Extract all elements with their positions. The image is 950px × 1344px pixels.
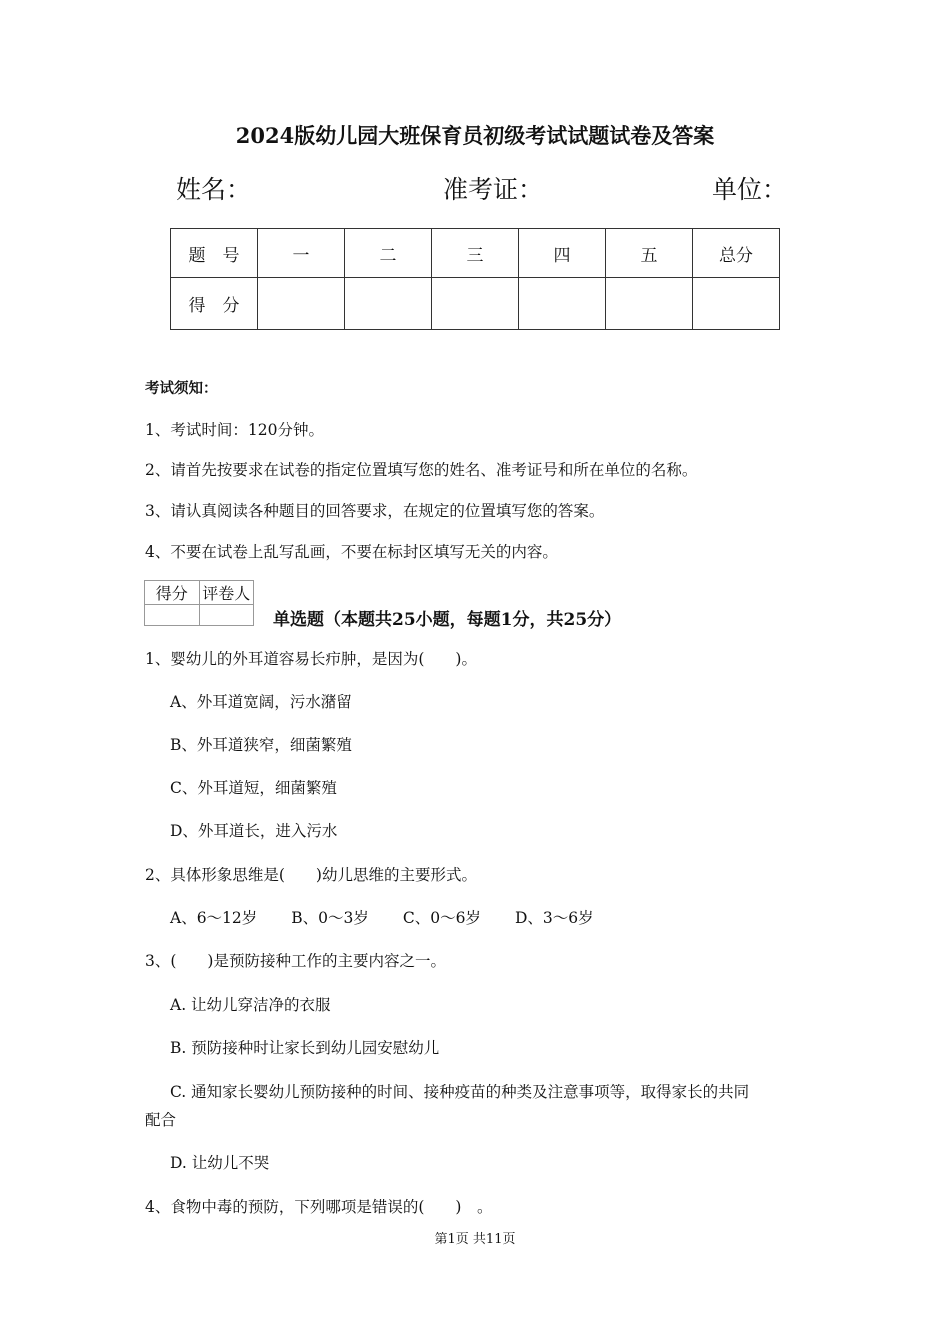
grader-box [144,580,254,626]
score-cell[interactable] [693,278,780,330]
header-cell: 五 [606,229,693,278]
score-cell[interactable] [519,278,606,330]
question-stem: 1、婴幼儿的外耳道容易长疖肿，是因为( )。 [145,650,477,668]
question-stem: 4、食物中毒的预防，下列哪项是错误的( ) 。 [145,1198,493,1216]
score-table-score-row [171,278,780,330]
question-option: C. 通知家长婴幼儿预防接种的时间、接种疫苗的种类及注意事项等，取得家长的共同 [170,1083,750,1101]
ticket-field-label: 准考证： [443,175,544,204]
score-cell[interactable] [606,278,693,330]
name-field-label: 姓名： [176,175,252,204]
score-cell[interactable] [432,278,519,330]
score-table-header-row [171,229,780,278]
document-title: 2024版幼儿园大班保育员初级考试试题试卷及答案 [235,123,715,148]
notice-item: 4、不要在试卷上乱写乱画，不要在标封区填写无关的内容。 [145,543,558,561]
grader-name-cell[interactable] [199,605,254,626]
question-stem: 2、具体形象思维是( )幼儿思维的主要形式。 [145,866,477,884]
unit-field-label: 单位： [712,175,788,204]
grader-score-label: 得分 [145,581,200,605]
header-cell: 题 号 [171,229,258,278]
inline-option-row [170,906,628,928]
question-option: B. 预防接种时让家长到幼儿园安慰幼儿 [170,1039,440,1057]
grader-box-header-row [145,581,254,605]
question-option: B、外耳道狭窄，细菌繁殖 [170,736,352,754]
header-cell: 二 [345,229,432,278]
score-cell[interactable] [345,278,432,330]
question-option: D、外耳道长，进入污水 [170,822,338,840]
page-footer: 第1页 共11页 [434,1232,516,1247]
question-stem: 3、( )是预防接种工作的主要内容之一。 [145,952,446,970]
question-option: A、外耳道宽阔，污水潴留 [170,693,352,711]
question-option: C、0～6岁 [402,909,481,927]
grader-box-entry-row [145,605,254,626]
question-option: C、外耳道短，细菌繁殖 [170,779,337,797]
question-option: A. 让幼儿穿洁净的衣服 [170,996,331,1014]
header-cell: 总分 [693,229,780,278]
score-cell[interactable] [258,278,345,330]
header-cell: 三 [432,229,519,278]
question-option: B、0～3岁 [291,909,369,927]
notice-item: 3、请认真阅读各种题目的回答要求，在规定的位置填写您的答案。 [145,502,605,520]
score-table [170,228,780,330]
notice-item: 1、考试时间：120分钟。 [145,421,324,439]
header-cell: 一 [258,229,345,278]
question-option: D. 让幼儿不哭 [170,1154,270,1172]
question-option: D、3～6岁 [515,909,594,927]
notice-heading: 考试须知： [145,380,218,397]
header-cell: 四 [519,229,606,278]
grader-score-cell[interactable] [145,605,200,626]
grader-name-label: 评卷人 [199,581,254,605]
question-option: A、6～12岁 [170,909,258,927]
question-option-continued: 配合 [145,1111,177,1129]
score-row-label: 得 分 [171,278,258,330]
notice-item: 2、请首先按要求在试卷的指定位置填写您的姓名、准考证号和所在单位的名称。 [145,461,698,479]
section-heading: 单选题（本题共25小题，每题1分，共25分） [273,610,622,630]
